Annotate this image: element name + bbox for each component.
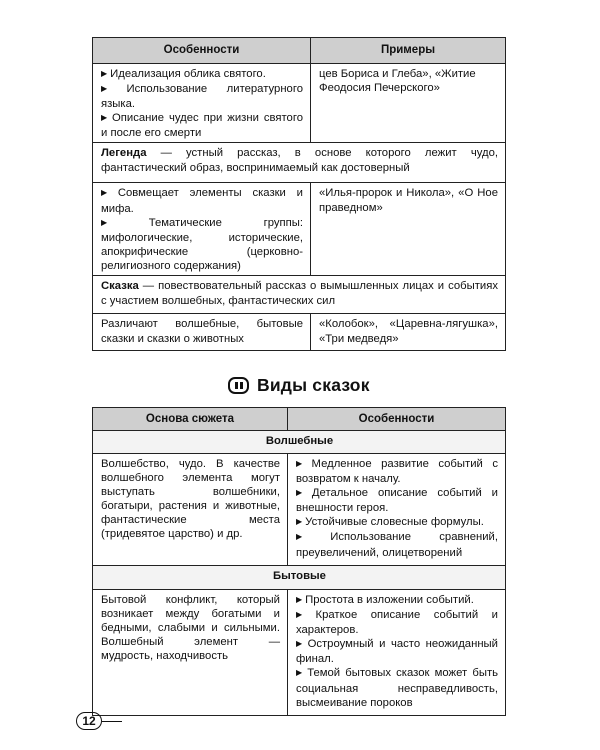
col-header-features: Особенности	[288, 408, 506, 431]
list-item: ▶ Медленное развитие событий с возвратом к началу.	[296, 458, 498, 486]
features-cell-hagiography	[93, 64, 311, 143]
examples-cell-hagiography: цев Бориса и Глеба», «Житие Феодосия Печерского»	[311, 64, 506, 143]
triangle-bullet-icon: ▶	[296, 532, 328, 542]
section-heading	[228, 373, 370, 397]
triangle-bullet-icon: ▶	[296, 488, 309, 498]
list-item: ▶ Описание чудес при жизни святого и после его смерти	[101, 112, 303, 140]
subheader-magic: Волшебные	[93, 431, 506, 454]
triangle-bullet-icon: ▶	[101, 84, 124, 94]
list-item: ▶ Краткое описание событий и характеров.	[296, 609, 498, 637]
features-cell-everyday	[288, 590, 506, 716]
list-item: ▶ Использование литературного языка.	[101, 83, 303, 111]
triangle-bullet-icon: ▶	[101, 69, 108, 78]
list-item: ▶ Детальное описание событий и внешности героя.	[296, 487, 498, 515]
features-cell-legend	[93, 183, 311, 276]
list-item: ▶ Темой бытовых сказок может быть социальная несправедливость, высмеивание пороков	[296, 667, 499, 709]
tale-definition: Сказка — повествовательный рассказ о вымышленных лицах и событиях с участием волшебных, фантастических сил	[93, 276, 506, 314]
col-header-plot-basis: Основа сюжета	[93, 408, 288, 431]
basis-cell-everyday: Бытовой конфликт, который возникает между богатыми и бедными, слабыми и сильными. Волшебный элемент — мудрость, находчивость	[93, 590, 288, 716]
examples-cell-tale: «Колобок», «Царевна-лягушка», «Три медведя»	[311, 314, 506, 351]
triangle-bullet-icon: ▶	[296, 639, 305, 649]
triangle-bullet-icon: ▶	[101, 188, 115, 198]
list-item: ▶ Простота в изложении событий.	[296, 594, 474, 606]
page-number: 12	[76, 712, 102, 730]
list-item: ▶ Остроумный и часто неожиданный финал.	[296, 638, 498, 666]
triangle-bullet-icon: ▶	[296, 459, 309, 468]
pause-icon	[228, 377, 249, 394]
section-title: Виды сказок	[257, 374, 370, 395]
features-cell-magic	[288, 454, 506, 566]
triangle-bullet-icon: ▶	[101, 217, 146, 227]
col-header-features: Особенности	[93, 38, 311, 64]
triangle-bullet-icon: ▶	[296, 668, 305, 678]
triangle-bullet-icon: ▶	[296, 595, 303, 604]
legend-definition: Легенда — устный рассказ, в основе которого лежит чудо, фантастический образ, воспринимаемый как достоверный	[93, 143, 506, 183]
triangle-bullet-icon: ▶	[296, 610, 313, 620]
list-item: ▶ Идеализация облика святого.	[101, 68, 266, 80]
features-cell-tale: Различают волшебные, бытовые сказки и сказки о животных	[93, 314, 311, 351]
triangle-bullet-icon: ▶	[296, 517, 303, 527]
list-item: ▶ Устойчивые словесные формулы.	[296, 516, 484, 529]
col-header-examples: Примеры	[311, 38, 506, 64]
list-item: ▶ Использование сравнений, преувеличений, олицетворений	[296, 531, 498, 559]
list-item: ▶ Совмещает элементы сказки и мифа.	[101, 187, 303, 215]
page-number-rule	[102, 721, 122, 722]
literary-genres-table	[92, 37, 506, 351]
tale-types-table	[92, 407, 506, 716]
subheader-everyday: Бытовые	[93, 566, 506, 590]
examples-cell-legend: «Илья-пророк и Никола», «О Ное праведном»	[311, 183, 506, 276]
basis-cell-magic: Волшебство, чудо. В качестве волшебного элемента могут выступать волшебники, богатыри, растения и животные, фантастические места (тридевятое царство) и др.	[93, 454, 288, 566]
list-item: ▶ Тематические группы: мифологические, исторические, апокрифические (церковно-религиозного содержания)	[101, 216, 303, 272]
triangle-bullet-icon: ▶	[101, 113, 109, 123]
